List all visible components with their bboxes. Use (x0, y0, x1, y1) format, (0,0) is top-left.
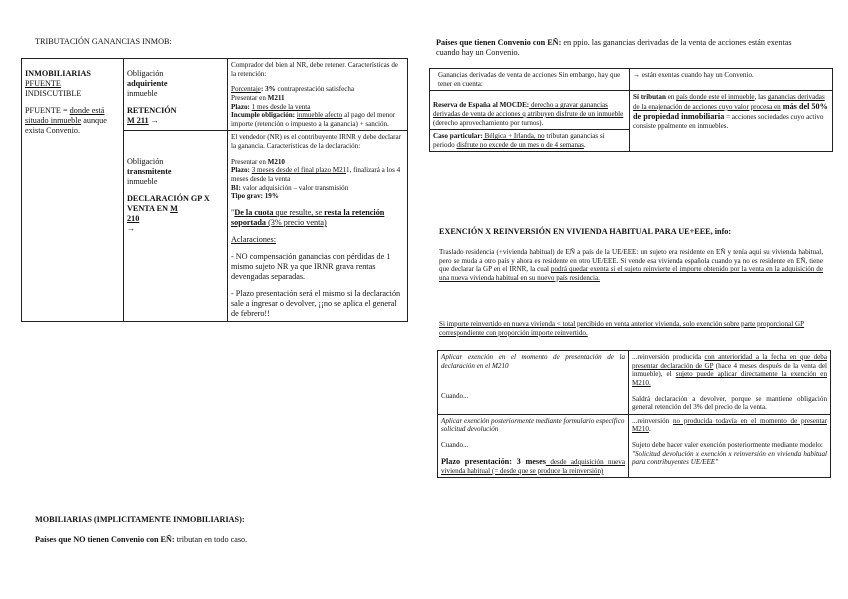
arrow-right-icon: → (150, 116, 159, 125)
aclaraciones-heading: Aclaraciones: (231, 234, 277, 244)
tipo-gravamen-line: Tipo grav: 19% (231, 192, 279, 201)
exencion-paragraph-1: Traslado residencia (+vivienda habitual) de EÑ a país de la UE/EEE: un sujeto era residente en EÑ y tenía aquí su vivienda habitual, pero se muda a otro país y ahora es residente en otro UE/EEE. Si vende esa vivienda española cuando ya no es residente en EÑ, tiene que declarar la GP en el IRNR, la cual podrá quedar exenta si el sujeto reinvierte el importe obtenido por la venta en la adquisición de una nueva vivienda habitual en su nuevo país residencia. (439, 248, 823, 282)
aclaracion-1: - NO compensación ganancias con pérdidas de 1 mismo sujeto NR ya que IRNR grava rentas devengadas separadas. (231, 251, 391, 281)
indiscutible-label: INDISCUTIBLE (25, 89, 82, 98)
inmobiliarias-label-cell (22, 59, 124, 322)
cuota-line: "De la cuota que resulte, se resta la retención soportada (3% precio venta) (231, 207, 385, 227)
exencion-table (437, 350, 831, 478)
mobiliarias-heading: MOBILIARIAS (IMPLICITAMENTE INMOBILIARIAS): (35, 515, 245, 524)
arrow-right-icon: → (127, 224, 136, 234)
porcentaje-line: Porcentaje: 3% contraprestación satisfecha (231, 85, 355, 94)
presentar-m210-line: Presentar en M210 (231, 157, 285, 166)
exencion-r2c1: Aplicar exención posteriormente mediante formulario específico solicitud devolución Cuando... Plazo presentación: 3 meses desde adquisición nueva vivienda habitual (= desde que se produce la reinversión) (438, 414, 629, 478)
exencion-r1c1: Aplicar exención en el momento de presentación de la declaración en el M210 Cuando... (438, 351, 629, 415)
incumple-line: Incumple obligación: inmueble afecto al pago del menor importe (retención o impuesto a la ganancia) + sanción. (231, 111, 396, 128)
adquiriente-detail-cell: Comprador del bien al NR, debe retener. Características de la retención: Porcentaje: 3% contraprestación satisfecha Presentar en M211 Plazo: 1 mes desde la venta Incumple obligación: inmueble afecto al pago del menor importe (retención o impuesto a la ganancia) + sanción. (228, 59, 408, 131)
exencion-heading: EXENCIÓN X REINVERSIÓN EN VIVIENDA HABITUAL PARA UE+EEE, info: (439, 227, 732, 236)
transmitente-detail-cell: El vendedor (NR) es el contribuyente IRNR y debe declarar la ganancia. Características de la declaración: Presentar en M210 Plazo: 3 meses desde el final plazo M211, finalizará a los 4 meses desde la venta BI: valor adquisición – valor transmisión Tipo grav: 19% "De la cuota que resulte, se resta la retención soportada (3% precio venta) Aclaraciones: - NO compensación ganancias con pérdidas de 1 mismo sujeto NR ya que IRNR grava rentas devengadas separadas. - Plazo presentación será el mismo si la declaración sale a ingresar o devolver, ¡¡no se aplica el general de febrero!! (228, 131, 408, 321)
paises-convenio-text: Países que tienen Convenio con EÑ: en ppio. las ganancias derivadas de la venta de acciones están exentas cuando hay un Convenio. (436, 38, 792, 57)
convenio-r1c2: → están exentas cuando hay un Convenio. (630, 69, 833, 91)
pfuente-rule: PFUENTE = donde está situado inmueble aunque exista Convenio. (25, 106, 107, 135)
page-title: TRIBUTACIÓN GANANCIAS INMOB: (35, 37, 172, 46)
plazo-retencion-line: Plazo: 1 mes desde la venta (231, 102, 311, 111)
retencion-model: M 211 → (127, 116, 159, 125)
adquiriente-cell: Obligación adquiriente inmueble RETENCIÓN M 211 → (124, 59, 228, 131)
retencion-title: RETENCIÓN (127, 106, 177, 115)
exencion-paragraph-2: Si importe reinvertido en nueva vivienda < total percibido en venta anterior vivienda, solo exención sobre parte proporcional GP correspondiente con proporción importe reinvertido. (439, 320, 805, 337)
convenio-r1c1: Ganancias derivadas de venta de acciones Sin embargo, hay que tener en cuenta: (430, 69, 630, 91)
transmitente-cell: Obligación transmitente inmueble DECLARACIÓN GP X VENTA EN M 210 → (124, 131, 228, 321)
arrow-right-icon: → (633, 71, 641, 79)
aclaracion-2: - Plazo presentación será el mismo si la declaración sale a ingresar o devolver, ¡¡no se aplica el general de febrero!! (231, 288, 401, 318)
bi-line: BI: valor adquisición – valor transmisión (231, 183, 349, 192)
exencion-r2c2: ...reinversión no producida todavía en el momento de presentar M210. Sujeto debe hacer valer exención posteriormente mediante modelo: "Solicitud devolución x exención x reinversión en vivienda habitual para contribuyentes UE/EEE" (629, 414, 831, 478)
inmobiliarias-table (21, 58, 408, 322)
exencion-r1c2: ...reinversión producida con anterioridad a la fecha en que deba presentar declaración de GP (hace 4 meses después de la venta del inmueble), el sujeto puede aplicar directamente la exención en M210. Saldrá declaración a devolver, porque se mantiene obligación general retención del 3% del precio de la venta. (629, 351, 831, 415)
convenio-table (429, 68, 833, 152)
declaracion-title: DECLARACIÓN GP X VENTA EN M 210 → (127, 194, 210, 234)
convenio-r2c1: Reserva de España al MOCDE: derecho a gravar ganancias derivadas de venta de acciones q atribuyen disfrute de un inmueble (derecho aprovechamiento por turnos). (430, 91, 630, 130)
mobiliarias-no-convenio: Países que NO tienen Convenio con EÑ: tributan en todo caso. (35, 535, 248, 544)
pfuente-label: PFUENTE (25, 79, 61, 88)
plazo-declaracion-line: Plazo: 3 meses desde el final plazo M211, finalizará a los 4 meses desde la venta (231, 166, 401, 184)
inmobiliarias-heading: INMOBILIARIAS (25, 69, 91, 78)
presentar-m211-line: Presentar en M211 (231, 93, 285, 102)
convenio-r3c1: Caso particular: Bélgica + Irlanda, no tributan ganancias si periodo disfrute no excede de un mes o de 4 semanas. (430, 130, 630, 152)
convenio-r2c2: Sí tributan en país donde este el inmueble, las ganancias derivadas de la enajenación de acciones cuyo valor procesa en más del 50% de propiedad inmobiliaria = acciones sociedades cuyo activo consiste ppalmente en inmuebles. (630, 91, 833, 152)
